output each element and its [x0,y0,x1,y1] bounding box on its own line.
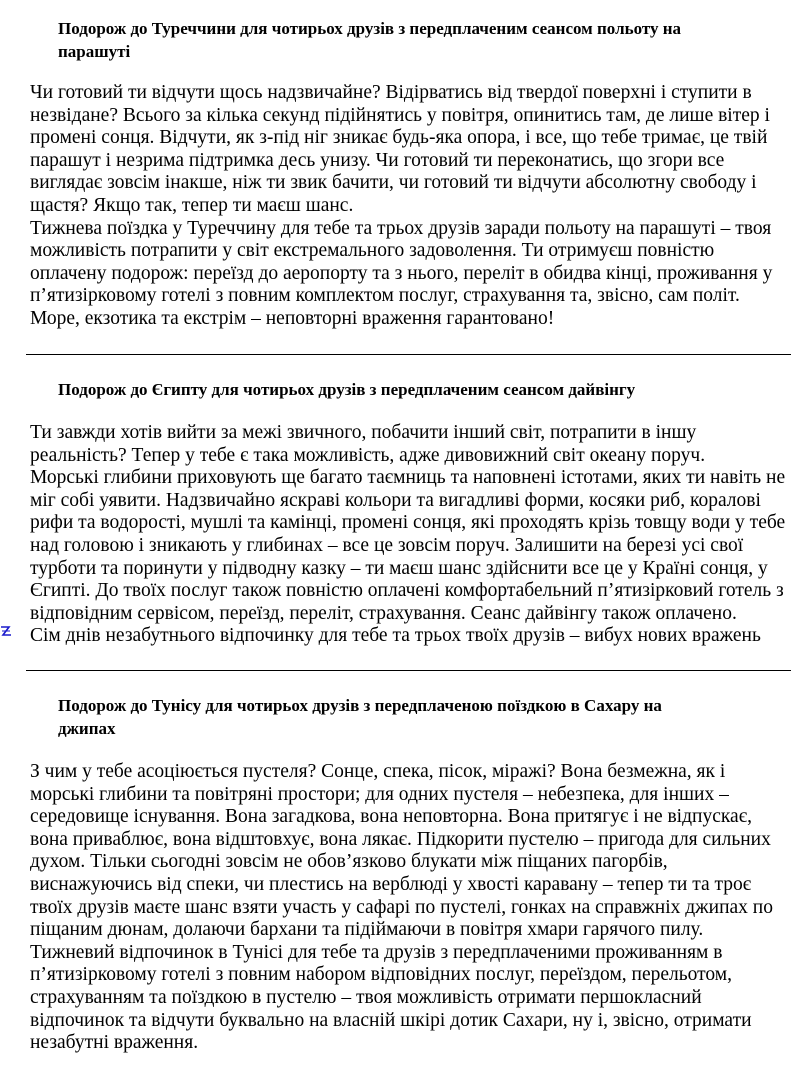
section-title [58,694,788,740]
edit-marker-icon [0,624,12,638]
paragraph-line: п’ятизірковому готелі з повним набором відповідних послуг, переїздом, перельотом, [30,964,732,986]
section-paragraph [30,82,795,331]
paragraph-line: п’ятизірковому готелі з повним комплектом послуг, страхування та, звісно, сам політ. [30,285,740,307]
paragraph-line: відповідним сервісом, переїзд, переліт, страхування. Сеанс дайвінгу також оплачено. [30,602,737,624]
paragraph-line: Тижнева поїздка у Туреччину для тебе та трьох друзів заради польоту на парашуті – твоя [30,217,772,239]
paragraph-line: незабутні враження. [30,1032,199,1054]
paragraph-line: духом. Тільки сьогодні зовсім не обов’язково блукати між піщаних пагорбів, [30,851,668,873]
paragraph-line: виглядає зовсім інакше, ніж ти звик бачити, чи готовий ти відчути абсолютну свободу і [30,172,757,194]
paragraph-line: можливість потрапити у світ екстремального задоволення. Ти отримуєш повністю [30,240,715,262]
section-paragraph [30,761,795,1055]
paragraph-line: щастя? Якщо так, тепер ти маєш шанс. [30,194,354,216]
paragraph-line: Море, екзотика та екстрім – неповторні враження гарантовано! [30,307,555,329]
paragraph-line: вона приваблює, вона відштовхує, вона лякає. Підкорити пустелю – пригода для сильних [30,828,771,850]
paragraph-line: відпочинок та відчути буквально на власній шкірі дотик Сахари, ну і, звісно, отримати [30,1009,752,1031]
paragraph-line: твоїх друзів маєте шанс взяти участь у сафарі по пустелі, гонках на справжніх джипах по [30,896,773,918]
paragraph-line: Морські глибини приховують ще багато таємниць та наповнені істотами, яких ти навіть не [30,467,786,489]
paragraph-line: морські глибини та повітряні простори; для одних пустеля – небезпека, для інших – [30,783,729,805]
paragraph-line: страхуванням та поїздкою в пустелю – твоя можливість отримати першокласний [30,986,702,1008]
paragraph-line: Єгипті. До твоїх послуг також повністю оплачені комфортабельний п’ятизірковий готель з [30,580,784,602]
section-divider [26,354,791,355]
paragraph-line: міг собі уявити. Надзвичайно яскраві кольори та вигадливі форми, косяки риб, коралові [30,489,761,511]
paragraph-line: над головою і зникають у глибинах – все це зовсім поруч. Залишити на березі усі свої [30,534,744,556]
paragraph-line: піщаним дюнам, долаючи бархани та підіймаючи в повітря хмари гарячого пилу. [30,919,704,941]
paragraph-line: незвідане? Всього за кілька секунд підійнятись у повітря, опинитись там, де лише вітер і [30,104,770,126]
section-paragraph [30,422,795,648]
paragraph-line: середовище існування. Вона загадкова, вона неповторна. Вона притягує і не відпускає, [30,806,752,828]
paragraph-line: Чи готовий ти відчути щось надзвичайне? Відірватись від твердої поверхні і ступити в [30,82,752,103]
title-line: Подорож до Тунісу для чотирьох друзів з передплаченою поїздкою в Сахару на [58,696,662,715]
paragraph-line: Сім днів незабутнього відпочинку для тебе та трьох твоїх друзів – вибух нових вражень [30,625,761,647]
title-line: джипах [58,719,116,738]
title-line: Подорож до Туреччини для чотирьох друзів з передплаченим сеансом польоту на [58,19,682,38]
paragraph-line: реальність? Тепер у тебе є така можливість, адже дивовижний світ океану поруч. [30,444,706,466]
section-title [58,378,788,401]
title-line: парашуті [58,42,131,61]
title-line: Подорож до Єгипту для чотирьох друзів з передплаченим сеансом дайвінгу [58,380,636,399]
paragraph-line: З чим у тебе асоціюється пустеля? Сонце, спека, пісок, міражі? Вона безмежна, як і [30,761,726,782]
section-divider [26,670,791,671]
paragraph-line: промені сонця. Відчути, як з-під ніг зникає будь-яка опора, і все, що тебе тримає, це твій [30,127,768,149]
paragraph-line: Тижневий відпочинок в Тунісі для тебе та друзів з передплаченими проживанням в [30,941,723,963]
paragraph-line: оплачену подорож: переїзд до аеропорту та з нього, переліт в обидва кінці, проживання у [30,262,773,284]
section-title [58,17,788,63]
paragraph-line: парашут і незрима підтримка десь унизу. Чи готовий ти переконатись, що згори все [30,149,725,171]
paragraph-line: виснажуючись від спеки, чи плестись на верблюді у хвості каравану – тепер ти та троє [30,873,752,895]
paragraph-line: Ти завжди хотів вийти за межі звичного, побачити інший світ, потрапити в іншу [30,422,697,443]
paragraph-line: рифи та водорості, мушлі та камінці, промені сонця, які проходять крізь товщу води у тебе [30,512,786,534]
paragraph-line: турботи та поринути у підводну казку – ти маєш шанс здійснити все це у Країні сонця, у [30,557,768,579]
